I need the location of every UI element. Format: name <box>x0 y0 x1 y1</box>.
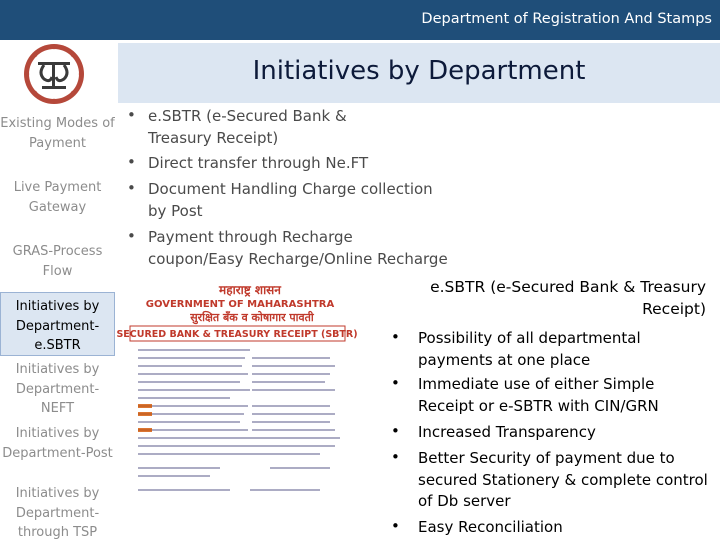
right-section-heading: e.SBTR (e-Secured Bank & Treasury Receipt) <box>430 278 706 318</box>
bullet-dot: • <box>391 517 400 535</box>
receipt-line-1: महाराष्ट्र शासन <box>219 283 281 297</box>
sidebar-item-neft[interactable]: Initiatives by Department-NEFT <box>15 362 100 416</box>
bullet-dot: • <box>127 106 136 124</box>
receipt-line-2: GOVERNMENT OF MAHARASHTRA <box>145 299 335 310</box>
header-bar <box>0 0 720 40</box>
receipt-document-icon <box>116 280 358 498</box>
top-bullet-neft: Direct transfer through Ne.FT <box>148 154 369 172</box>
top-bullet-post: Document Handling Charge collection by Post <box>148 180 433 220</box>
department-emblem-icon <box>22 42 86 106</box>
bullet-dot: • <box>391 328 400 346</box>
bullet-dot: • <box>391 422 400 440</box>
top-bullet-recharge: Payment through Recharge coupon/Easy Recharge/Online Recharge <box>148 228 448 268</box>
bullet-dot: • <box>391 448 400 466</box>
right-bullet-security: Better Security of payment due to secured Stationery & complete control of Db server <box>418 449 708 510</box>
sidebar-item-tsp[interactable]: Initiatives by Department-through TSP <box>15 486 100 540</box>
sidebar-item-live-payment-gateway[interactable]: Live Payment Gateway <box>13 180 102 215</box>
right-bullet-departmental-payments: Possibility of all departmental payments at one place <box>418 329 641 369</box>
bullet-dot: • <box>127 227 136 245</box>
receipt-line-4: SECURED BANK & TREASURY RECEIPT (SBTR) <box>116 329 358 340</box>
sidebar-item-esbtr[interactable]: Initiatives by Department-e.SBTR <box>0 292 115 356</box>
right-bullet-immediate-use: Immediate use of either Simple Receipt or e-SBTR with CIN/GRN <box>418 375 659 415</box>
sidebar-item-gras-process-flow[interactable]: GRAS-Process Flow <box>12 244 103 279</box>
sidebar-nav <box>0 104 115 540</box>
sidebar-item-post[interactable]: Initiatives by Department-Post <box>2 426 113 461</box>
receipt-line-3: सुरक्षित बँक व कोषागार पावती <box>190 311 314 324</box>
top-bullet-esbtr: e.SBTR (e-Secured Bank & Treasury Receipt) <box>148 107 347 147</box>
page-title: Initiatives by Department <box>252 56 586 86</box>
bullet-dot: • <box>391 374 400 392</box>
bullet-dot: • <box>127 179 136 197</box>
sidebar-item-existing-modes[interactable]: Existing Modes of Payment <box>0 116 115 151</box>
sbtr-receipt-image <box>116 280 358 498</box>
bullet-dot: • <box>127 153 136 171</box>
right-bullet-reconciliation: Easy Reconciliation <box>418 518 563 536</box>
title-band <box>118 43 720 103</box>
department-name: Department of Registration And Stamps <box>421 11 712 27</box>
right-bullet-transparency: Increased Transparency <box>418 423 596 441</box>
